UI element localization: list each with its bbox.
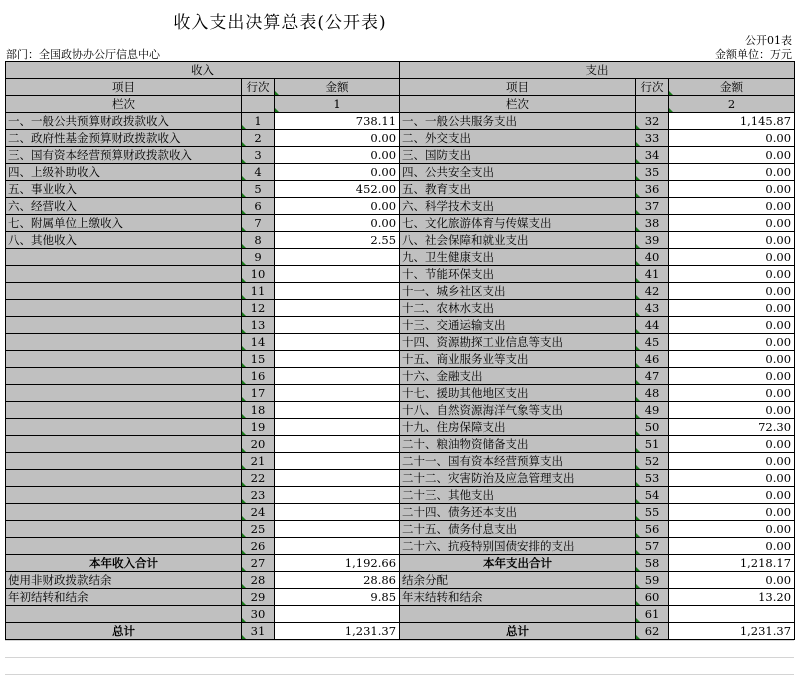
table-row — [6, 538, 795, 555]
expense-amount: 0.00 — [669, 198, 795, 215]
expense-row-number: 54 — [636, 487, 669, 504]
income-row-number: 25 — [242, 521, 275, 538]
table-row — [6, 147, 795, 164]
expense-amount: 0.00 — [669, 164, 795, 181]
income-summary-label — [6, 606, 242, 623]
expense-summary-amount: 1,218.17 — [669, 555, 795, 572]
income-amount — [275, 419, 400, 436]
income-item-label — [6, 470, 242, 487]
income-amount: 738.11 — [275, 113, 400, 130]
expense-row-number: 34 — [636, 147, 669, 164]
expense-row-number: 33 — [636, 130, 669, 147]
expense-summary-label: 总计 — [400, 623, 636, 640]
expense-row-number: 43 — [636, 300, 669, 317]
income-item-label — [6, 538, 242, 555]
income-amount — [275, 266, 400, 283]
expense-column-label: 栏次 — [400, 96, 636, 113]
table-row — [6, 113, 795, 130]
income-item-label — [6, 249, 242, 266]
income-row-number: 27 — [242, 555, 275, 572]
expense-row-number: 42 — [636, 283, 669, 300]
income-amount-header: 金额 — [275, 79, 400, 96]
income-amount — [275, 504, 400, 521]
table-row — [6, 181, 795, 198]
income-row-number: 18 — [242, 402, 275, 419]
expense-item-label: 十八、自然资源海洋气象等支出 — [400, 402, 636, 419]
expense-item-label: 二十二、灾害防治及应急管理支出 — [400, 470, 636, 487]
unit-label: 金额单位：万元 — [715, 48, 792, 61]
expense-amount: 0.00 — [669, 385, 795, 402]
expense-row-number: 36 — [636, 181, 669, 198]
expense-summary-amount: 1,231.37 — [669, 623, 795, 640]
income-row-number: 10 — [242, 266, 275, 283]
income-item-label — [6, 300, 242, 317]
income-item-label — [6, 521, 242, 538]
income-column-number: 1 — [275, 96, 400, 113]
income-amount: 0.00 — [275, 147, 400, 164]
summary-row — [6, 589, 795, 606]
income-item-label: 三、国有资本经营预算财政拨款收入 — [6, 147, 242, 164]
expense-amount: 0.00 — [669, 368, 795, 385]
expense-item-label: 二十三、其他支出 — [400, 487, 636, 504]
expense-item-label: 十三、交通运输支出 — [400, 317, 636, 334]
expense-row-number: 37 — [636, 198, 669, 215]
expense-row-number: 56 — [636, 521, 669, 538]
report-title: 收入支出决算总表(公开表) — [173, 13, 387, 33]
expense-item-label: 四、公共安全支出 — [400, 164, 636, 181]
income-row-number: 23 — [242, 487, 275, 504]
income-item-label: 二、政府性基金预算财政拨款收入 — [6, 130, 242, 147]
expense-amount: 0.00 — [669, 181, 795, 198]
expense-row-number: 57 — [636, 538, 669, 555]
expense-item-label: 七、文化旅游体育与传媒支出 — [400, 215, 636, 232]
expense-row-number: 35 — [636, 164, 669, 181]
income-column-label-blank — [242, 96, 275, 113]
expense-amount: 72.30 — [669, 419, 795, 436]
income-row-number: 16 — [242, 368, 275, 385]
expense-amount: 0.00 — [669, 351, 795, 368]
income-row-number: 19 — [242, 419, 275, 436]
expense-item-label: 九、卫生健康支出 — [400, 249, 636, 266]
table-row — [6, 232, 795, 249]
income-summary-label: 总计 — [6, 623, 242, 640]
expense-item-label: 十六、金融支出 — [400, 368, 636, 385]
income-amount — [275, 521, 400, 538]
table-row — [6, 300, 795, 317]
table-row — [6, 487, 795, 504]
expense-summary-label: 年末结转和结余 — [400, 589, 636, 606]
income-amount — [275, 487, 400, 504]
table-row — [6, 368, 795, 385]
income-row-number: 22 — [242, 470, 275, 487]
expense-column-label-blank — [636, 96, 669, 113]
table-row — [6, 334, 795, 351]
summary-row — [6, 572, 795, 589]
expense-item-label: 二十五、债务付息支出 — [400, 521, 636, 538]
income-amount — [275, 249, 400, 266]
income-item-label — [6, 368, 242, 385]
table-row — [6, 385, 795, 402]
expense-item-label: 六、科学技术支出 — [400, 198, 636, 215]
income-amount — [275, 334, 400, 351]
expense-row-number: 46 — [636, 351, 669, 368]
income-row-number: 11 — [242, 283, 275, 300]
expense-row-number: 58 — [636, 555, 669, 572]
income-amount: 0.00 — [275, 164, 400, 181]
income-summary-label: 本年收入合计 — [6, 555, 242, 572]
expense-item-header: 项目 — [400, 79, 636, 96]
table-row — [6, 402, 795, 419]
expense-amount: 0.00 — [669, 266, 795, 283]
income-summary-amount: 9.85 — [275, 589, 400, 606]
summary-row — [6, 555, 795, 572]
income-amount — [275, 436, 400, 453]
income-row-number: 14 — [242, 334, 275, 351]
department-label: 部门：全国政协办公厅信息中心 — [6, 48, 160, 61]
table-row — [6, 436, 795, 453]
table-row — [6, 419, 795, 436]
table-row — [6, 283, 795, 300]
expense-row-number: 40 — [636, 249, 669, 266]
income-item-label — [6, 436, 242, 453]
income-row-number: 30 — [242, 606, 275, 623]
income-amount: 452.00 — [275, 181, 400, 198]
income-item-label — [6, 419, 242, 436]
income-row-number: 29 — [242, 589, 275, 606]
expense-row-number: 50 — [636, 419, 669, 436]
income-summary-amount: 28.86 — [275, 572, 400, 589]
expense-amount: 0.00 — [669, 487, 795, 504]
expense-amount: 0.00 — [669, 470, 795, 487]
income-item-label — [6, 385, 242, 402]
expense-column-number: 2 — [669, 96, 795, 113]
column-label-row — [6, 96, 795, 113]
expense-amount: 0.00 — [669, 130, 795, 147]
expense-row-number: 52 — [636, 453, 669, 470]
expense-item-label: 二十、粮油物资储备支出 — [400, 436, 636, 453]
income-item-label — [6, 504, 242, 521]
expense-item-label: 十九、住房保障支出 — [400, 419, 636, 436]
expense-row-no-header: 行次 — [636, 79, 669, 96]
expense-summary-amount — [669, 606, 795, 623]
income-item-label — [6, 334, 242, 351]
table-row — [6, 504, 795, 521]
table-row — [6, 164, 795, 181]
summary-row — [6, 606, 795, 623]
expense-summary-label — [400, 606, 636, 623]
expense-amount: 0.00 — [669, 504, 795, 521]
expense-row-number: 49 — [636, 402, 669, 419]
income-item-label — [6, 351, 242, 368]
income-amount — [275, 453, 400, 470]
income-item-label — [6, 402, 242, 419]
table-row — [6, 130, 795, 147]
income-row-number: 26 — [242, 538, 275, 555]
expense-item-label: 二十四、债务还本支出 — [400, 504, 636, 521]
income-amount — [275, 385, 400, 402]
expense-row-number: 51 — [636, 436, 669, 453]
income-item-label — [6, 487, 242, 504]
income-column-label: 栏次 — [6, 96, 242, 113]
income-row-number: 31 — [242, 623, 275, 640]
expense-item-label: 二十六、抗疫特别国债安排的支出 — [400, 538, 636, 555]
expense-summary-label: 结余分配 — [400, 572, 636, 589]
income-row-number: 3 — [242, 147, 275, 164]
income-expense-table — [5, 61, 795, 640]
income-amount — [275, 317, 400, 334]
income-amount — [275, 300, 400, 317]
expense-item-label: 十一、城乡社区支出 — [400, 283, 636, 300]
expense-item-label: 二十一、国有资本经营预算支出 — [400, 453, 636, 470]
income-row-number: 9 — [242, 249, 275, 266]
table-row — [6, 351, 795, 368]
column-header-row — [6, 79, 795, 96]
expense-row-number: 39 — [636, 232, 669, 249]
income-summary-amount: 1,231.37 — [275, 623, 400, 640]
income-row-number: 5 — [242, 181, 275, 198]
expense-item-label: 十五、商业服务业等支出 — [400, 351, 636, 368]
section-header-row — [6, 62, 795, 79]
expense-amount: 0.00 — [669, 521, 795, 538]
income-row-number: 13 — [242, 317, 275, 334]
empty-gridline — [5, 640, 794, 641]
income-amount — [275, 283, 400, 300]
expense-amount: 0.00 — [669, 453, 795, 470]
income-summary-amount: 1,192.66 — [275, 555, 400, 572]
summary-row — [6, 623, 795, 640]
income-amount — [275, 538, 400, 555]
income-row-number: 12 — [242, 300, 275, 317]
income-item-label: 八、其他收入 — [6, 232, 242, 249]
expense-summary-label: 本年支出合计 — [400, 555, 636, 572]
income-row-number: 24 — [242, 504, 275, 521]
income-row-number: 28 — [242, 572, 275, 589]
expense-item-label: 八、社会保障和就业支出 — [400, 232, 636, 249]
income-row-number: 20 — [242, 436, 275, 453]
income-row-number: 7 — [242, 215, 275, 232]
expense-row-number: 47 — [636, 368, 669, 385]
income-item-label: 六、经营收入 — [6, 198, 242, 215]
expense-amount: 0.00 — [669, 232, 795, 249]
income-summary-amount — [275, 606, 400, 623]
expense-row-number: 55 — [636, 504, 669, 521]
expense-amount: 0.00 — [669, 538, 795, 555]
income-amount: 2.55 — [275, 232, 400, 249]
expense-row-number: 53 — [636, 470, 669, 487]
expense-amount: 0.00 — [669, 249, 795, 266]
expense-row-number: 45 — [636, 334, 669, 351]
income-amount: 0.00 — [275, 130, 400, 147]
income-amount — [275, 351, 400, 368]
income-row-number: 21 — [242, 453, 275, 470]
expense-row-number: 44 — [636, 317, 669, 334]
expense-amount: 0.00 — [669, 283, 795, 300]
expense-item-label: 十四、资源勘探工业信息等支出 — [400, 334, 636, 351]
table-row — [6, 521, 795, 538]
income-section-header: 收入 — [6, 62, 400, 79]
income-amount — [275, 402, 400, 419]
income-amount — [275, 470, 400, 487]
income-row-number: 8 — [242, 232, 275, 249]
income-item-label — [6, 283, 242, 300]
expense-amount: 0.00 — [669, 334, 795, 351]
empty-gridline — [5, 674, 794, 675]
form-code: 公开01表 — [745, 34, 792, 47]
table-row — [6, 198, 795, 215]
income-amount: 0.00 — [275, 198, 400, 215]
expense-row-number: 38 — [636, 215, 669, 232]
income-item-label — [6, 317, 242, 334]
expense-section-header: 支出 — [400, 62, 795, 79]
expense-row-number: 62 — [636, 623, 669, 640]
income-row-number: 15 — [242, 351, 275, 368]
income-item-label: 五、事业收入 — [6, 181, 242, 198]
expense-row-number: 60 — [636, 589, 669, 606]
expense-item-label: 十七、援助其他地区支出 — [400, 385, 636, 402]
income-item-label: 一、一般公共预算财政拨款收入 — [6, 113, 242, 130]
income-summary-label: 年初结转和结余 — [6, 589, 242, 606]
expense-amount: 0.00 — [669, 147, 795, 164]
table-row — [6, 453, 795, 470]
expense-item-label: 十二、农林水支出 — [400, 300, 636, 317]
expense-row-number: 32 — [636, 113, 669, 130]
expense-item-label: 一、一般公共服务支出 — [400, 113, 636, 130]
expense-amount: 0.00 — [669, 317, 795, 334]
expense-summary-amount: 13.20 — [669, 589, 795, 606]
expense-row-number: 48 — [636, 385, 669, 402]
income-item-label — [6, 453, 242, 470]
income-row-no-header: 行次 — [242, 79, 275, 96]
income-item-header: 项目 — [6, 79, 242, 96]
expense-item-label: 十、节能环保支出 — [400, 266, 636, 283]
expense-item-label: 三、国防支出 — [400, 147, 636, 164]
income-amount: 0.00 — [275, 215, 400, 232]
table-row — [6, 266, 795, 283]
income-item-label: 七、附属单位上缴收入 — [6, 215, 242, 232]
table-row — [6, 249, 795, 266]
expense-item-label: 五、教育支出 — [400, 181, 636, 198]
income-row-number: 4 — [242, 164, 275, 181]
expense-amount: 1,145.87 — [669, 113, 795, 130]
income-row-number: 6 — [242, 198, 275, 215]
table-row — [6, 470, 795, 487]
expense-amount: 0.00 — [669, 436, 795, 453]
expense-amount: 0.00 — [669, 300, 795, 317]
income-row-number: 17 — [242, 385, 275, 402]
table-row — [6, 317, 795, 334]
income-item-label: 四、上级补助收入 — [6, 164, 242, 181]
expense-summary-amount: 0.00 — [669, 572, 795, 589]
expense-row-number: 41 — [636, 266, 669, 283]
expense-amount: 0.00 — [669, 215, 795, 232]
expense-item-label: 二、外交支出 — [400, 130, 636, 147]
expense-amount: 0.00 — [669, 402, 795, 419]
expense-amount-header: 金额 — [669, 79, 795, 96]
expense-row-number: 61 — [636, 606, 669, 623]
table-row — [6, 215, 795, 232]
income-item-label — [6, 266, 242, 283]
income-row-number: 2 — [242, 130, 275, 147]
empty-gridline — [5, 657, 794, 658]
expense-row-number: 59 — [636, 572, 669, 589]
income-summary-label: 使用非财政拨款结余 — [6, 572, 242, 589]
income-amount — [275, 368, 400, 385]
income-row-number: 1 — [242, 113, 275, 130]
